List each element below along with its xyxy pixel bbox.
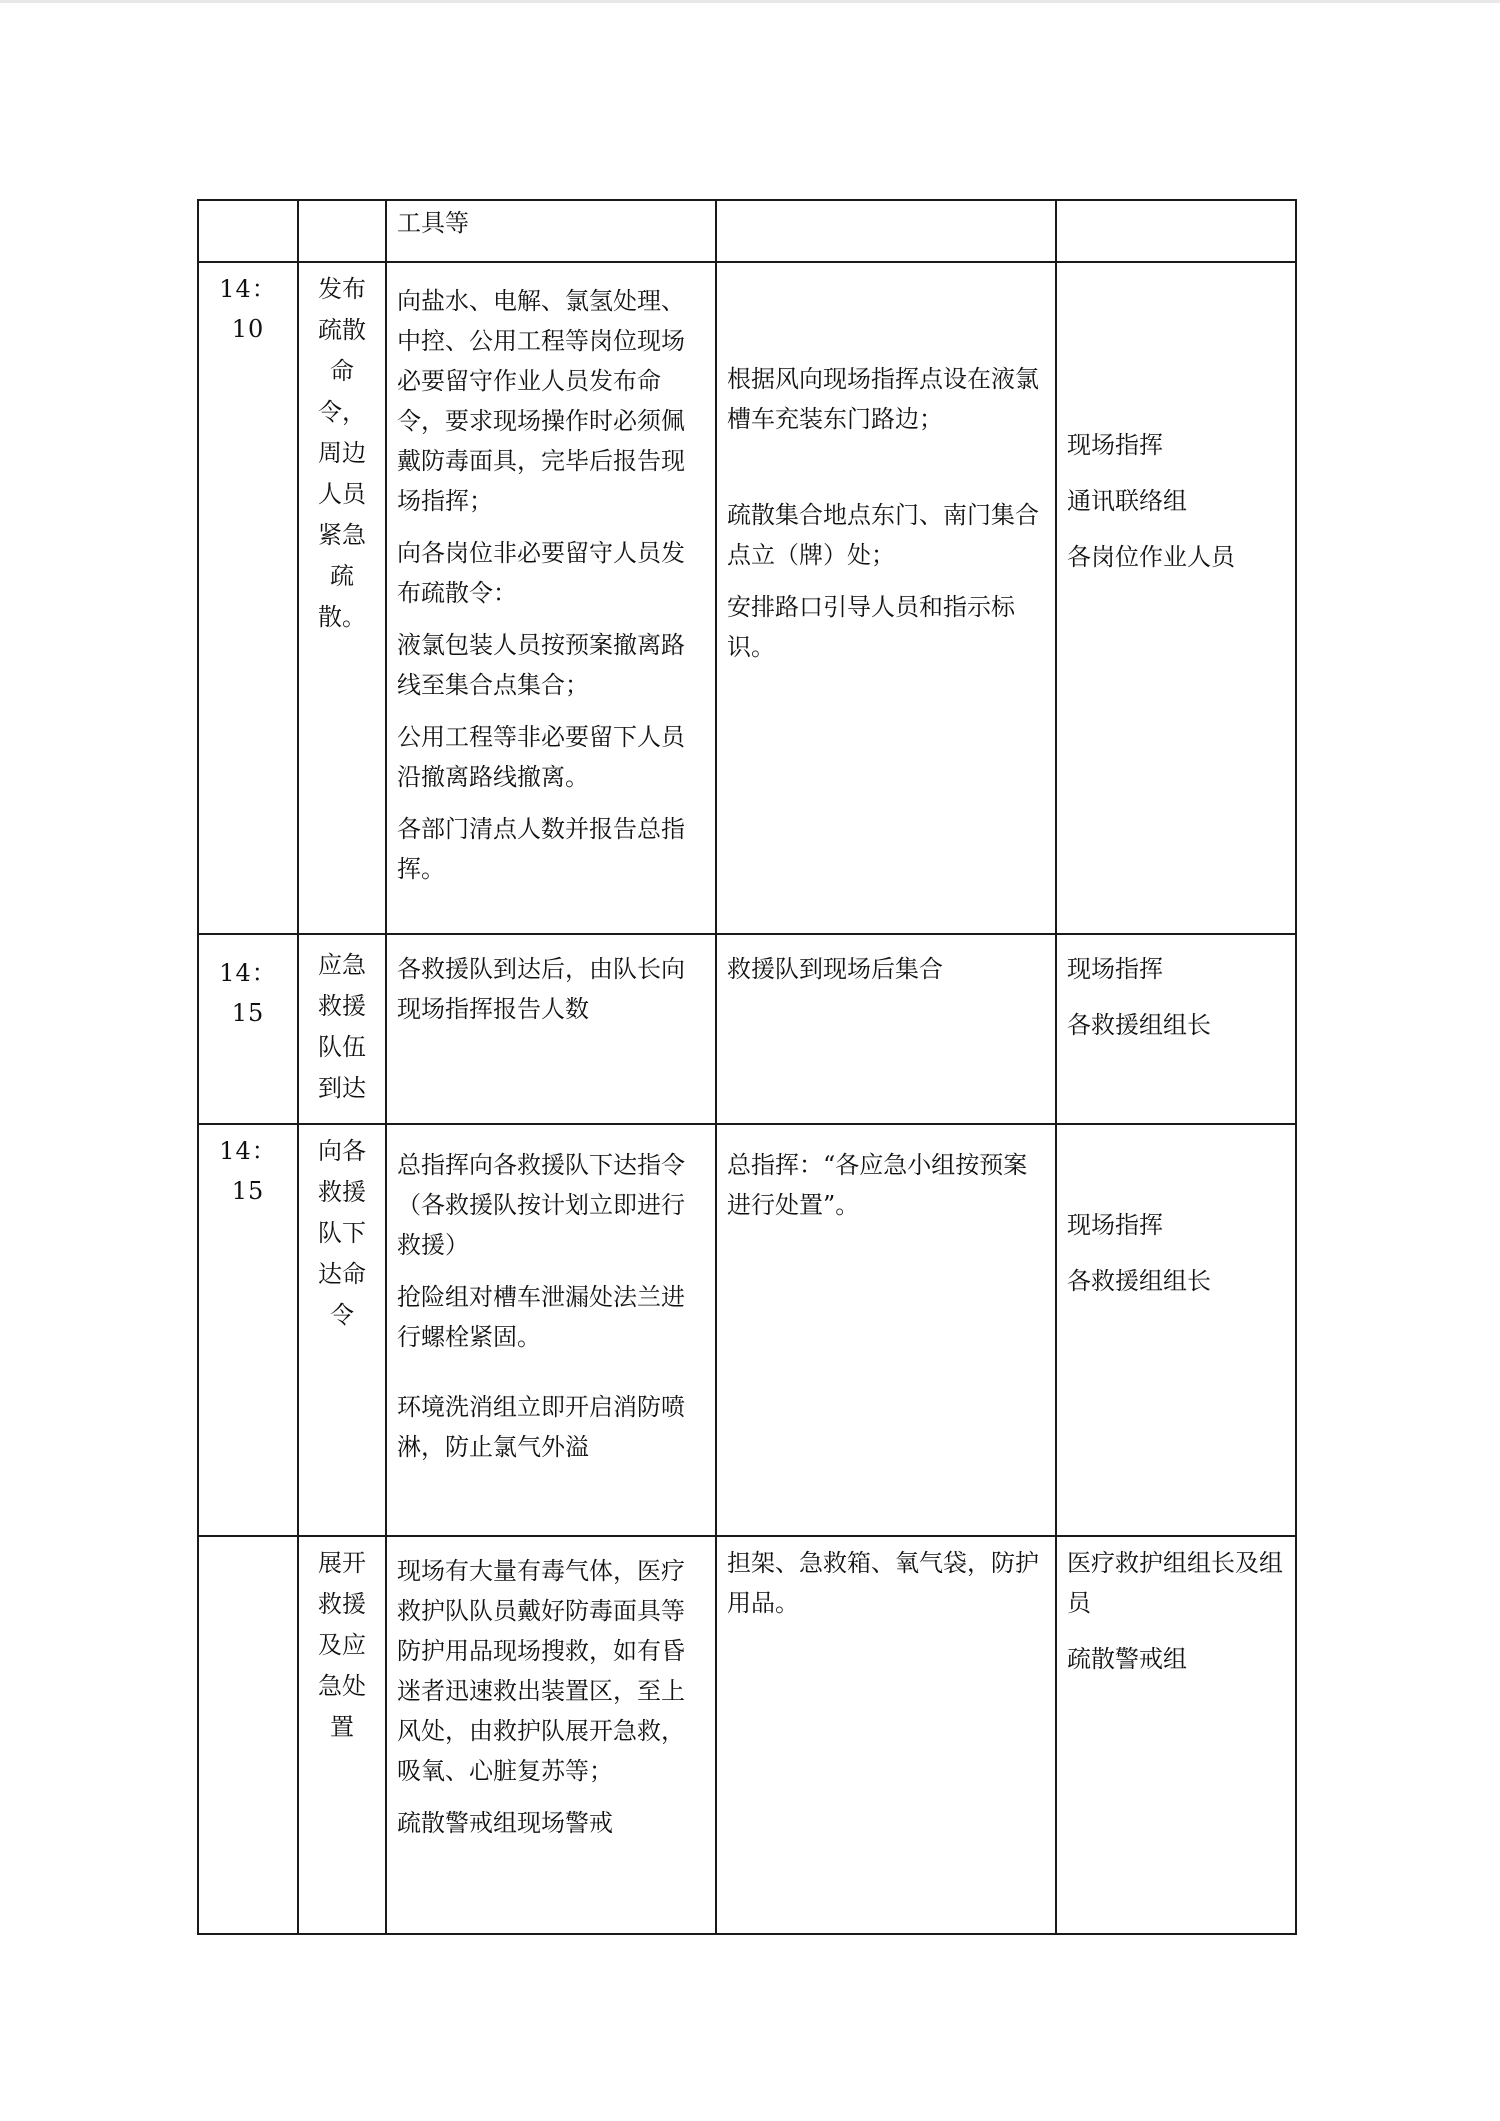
person-text: 各岗位作业人员 xyxy=(1067,543,1235,571)
person-text: 现场指挥 xyxy=(1067,955,1163,983)
action-text: 各部门清点人数并报告总指挥。 xyxy=(397,815,685,883)
person-text: 各救援组组长 xyxy=(1067,1267,1211,1295)
table-row xyxy=(198,262,1296,934)
time-cell xyxy=(198,1536,298,1934)
people-cell xyxy=(1056,934,1296,1124)
people-cell xyxy=(1056,200,1296,262)
measure-text: 担架、急救箱、氧气袋，防护用品。 xyxy=(727,1549,1039,1617)
measures-cell xyxy=(716,934,1056,1124)
people-cell xyxy=(1056,1124,1296,1536)
scan-edge xyxy=(0,0,1500,3)
actions-cell xyxy=(386,200,716,262)
measure-text: 安排路口引导人员和指示标识。 xyxy=(727,593,1015,661)
measures-cell xyxy=(716,262,1056,934)
table-row xyxy=(198,1124,1296,1536)
actions-cell xyxy=(386,934,716,1124)
actions-cell xyxy=(386,262,716,934)
action-text: 环境洗消组立即开启消防喷淋，防止氯气外溢 xyxy=(397,1393,685,1461)
action-text: 各救援队到达后，由队长向现场指挥报告人数 xyxy=(397,955,685,1023)
table-row xyxy=(198,1536,1296,1934)
time-cell xyxy=(198,200,298,262)
time-cell: 14：15 xyxy=(198,934,298,1124)
person-text: 疏散警戒组 xyxy=(1067,1645,1187,1673)
action-text: 工具等 xyxy=(397,209,469,237)
time-cell: 14：15 xyxy=(198,1124,298,1536)
time-cell: 14：10 xyxy=(198,262,298,934)
measures-cell xyxy=(716,1536,1056,1934)
action-text: 抢险组对槽车泄漏处法兰进行螺栓紧固。 xyxy=(397,1283,685,1351)
action-text: 液氯包装人员按预案撤离路线至集合点集合； xyxy=(397,631,685,699)
person-text: 各救援组组长 xyxy=(1067,1011,1211,1039)
people-cell xyxy=(1056,1536,1296,1934)
action-text: 向各岗位非必要留守人员发布疏散令： xyxy=(397,539,685,607)
action-text: 疏散警戒组现场警戒 xyxy=(397,1809,613,1837)
action-text: 总指挥向各救援队下达指令（各救援队按计划立即进行救援） xyxy=(397,1151,685,1259)
measure-text: 救援队到现场后集合 xyxy=(727,955,943,983)
measure-text: 疏散集合地点东门、南门集合点立（牌）处； xyxy=(727,501,1039,569)
table-row xyxy=(198,934,1296,1124)
measure-text: 根据风向现场指挥点设在液氯槽车充装东门路边； xyxy=(727,365,1039,433)
action-text: 公用工程等非必要留下人员沿撤离路线撤离。 xyxy=(397,723,685,791)
actions-cell xyxy=(386,1124,716,1536)
measure-text: 总指挥：“各应急小组按预案进行处置”。 xyxy=(727,1151,1028,1219)
measures-cell xyxy=(716,1124,1056,1536)
person-text: 通讯联络组 xyxy=(1067,487,1187,515)
person-text: 医疗救护组组长及组员 xyxy=(1067,1549,1283,1617)
item-cell: 展开救援及应急处置 xyxy=(298,1536,386,1934)
people-cell xyxy=(1056,262,1296,934)
person-text: 现场指挥 xyxy=(1067,431,1163,459)
measures-cell xyxy=(716,200,1056,262)
action-text: 现场有大量有毒气体，医疗救护队队员戴好防毒面具等防护用品现场搜救，如有昏迷者迅速救出装置区，至上风处，由救护队展开急救，吸氧、心脏复苏等； xyxy=(397,1557,685,1785)
table-row xyxy=(198,200,1296,262)
item-cell: 向各救援队下达命令 xyxy=(298,1124,386,1536)
drill-procedure-table xyxy=(197,199,1297,1935)
action-text: 向盐水、电解、氯氢处理、中控、公用工程等岗位现场必要留守作业人员发布命令，要求现场操作时必须佩戴防毒面具，完毕后报告现场指挥； xyxy=(397,287,685,515)
actions-cell xyxy=(386,1536,716,1934)
item-cell xyxy=(298,200,386,262)
item-cell: 发布疏散命令，周边人员紧急疏散。 xyxy=(298,262,386,934)
item-cell: 应急救援队伍到达 xyxy=(298,934,386,1124)
person-text: 现场指挥 xyxy=(1067,1211,1163,1239)
